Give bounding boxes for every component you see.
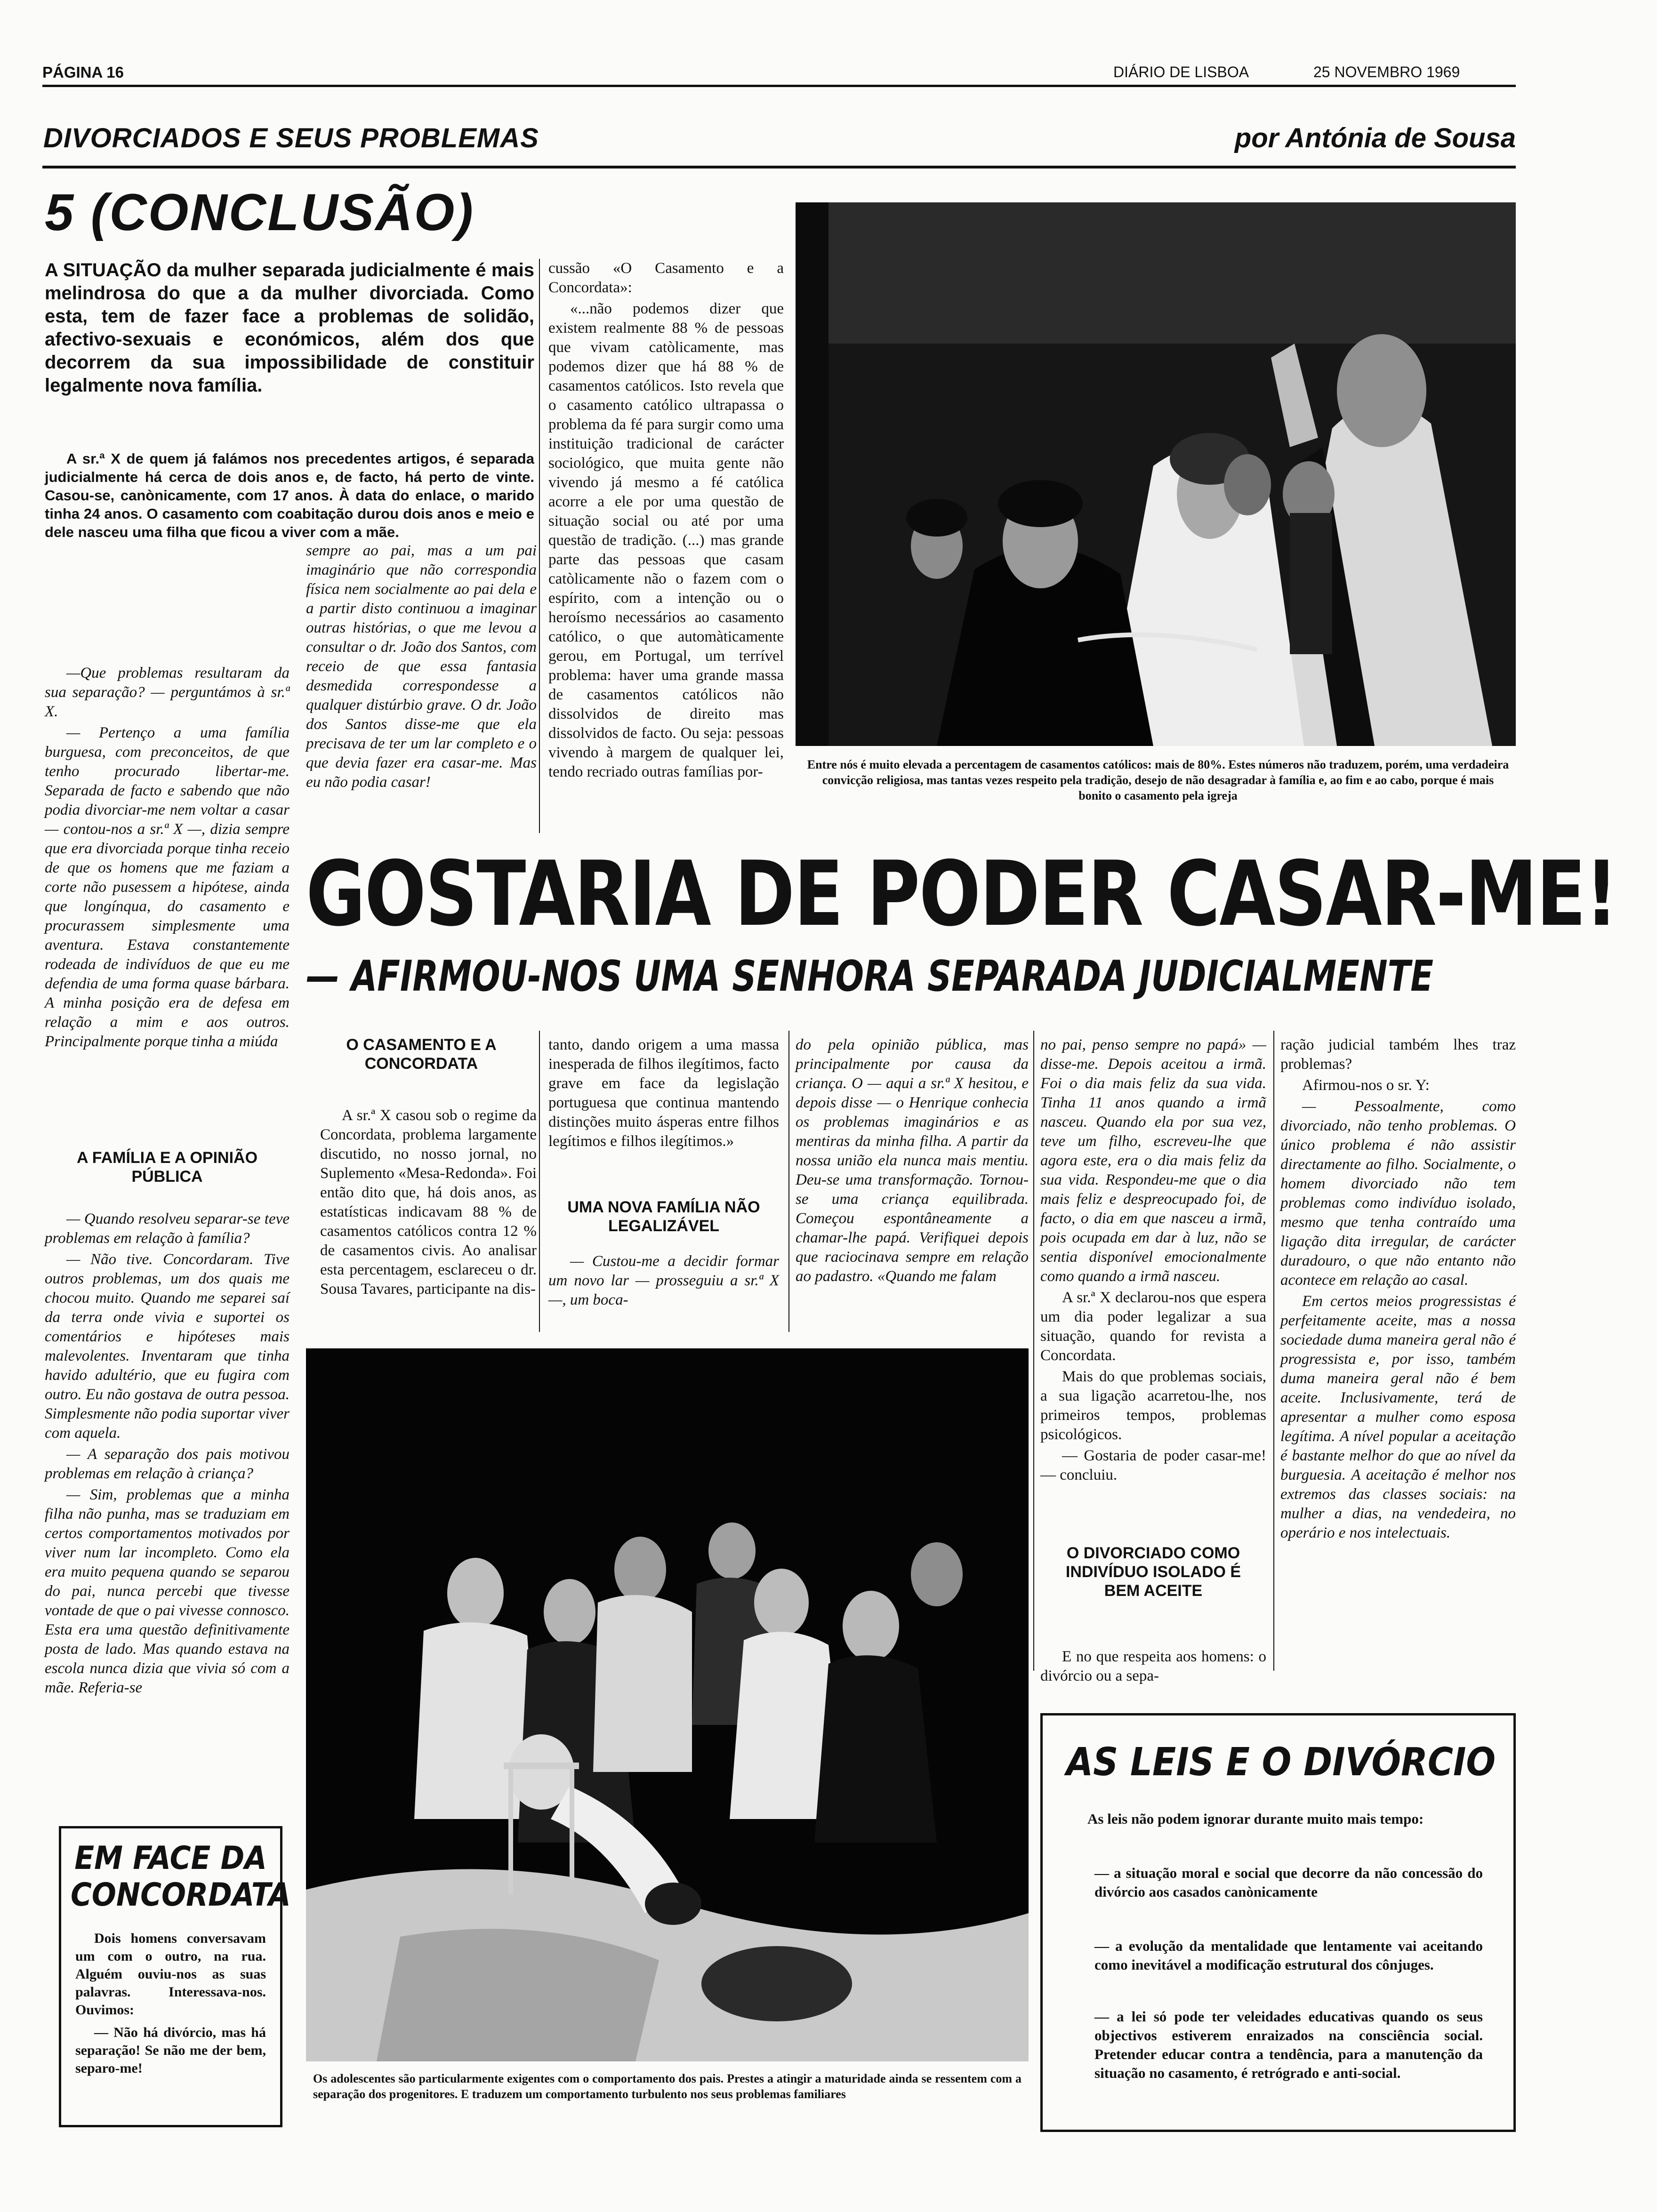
adolescents-photo: [306, 1348, 1029, 2061]
paragraph: Mais do que problemas sociais, a sua ligação acarretou-lhe, nos primeiros tempos, problemas psicológicos.: [1040, 1368, 1266, 1443]
paragraph: no pai, penso sempre no papá» — disse-me. Depois aceitou a irmã. Foi o dia mais feliz da sua vida. Tinha 11 anos quando a irmã nasceu. Quando ela por sua vez, teve um filho, escreveu-lhe que agora este, era o dia mais feliz da sua vida. Respondeu-me que o dia mais feliz e despreocupado foi, de facto, o dia em que nasceu a irmã, pois ocupada em dar à luz, não se sentia disponível emocionalmente como quando a irmã nasceu.: [1040, 1036, 1266, 1285]
lead-paragraph-text: A sr.ª X de quem já falámos nos precedentes artigos, é separada judicialmente há cerca de dois anos e, de facto, há perto de vinte. Casou-se, canònicamente, com 17 anos. À data do enlace, o marido tinha 24 anos. O casamento com coabitação durou dois anos e meio e dele nasceu uma filha que ficou a viver com a mãe.: [45, 450, 534, 540]
column-2-lower: [320, 1106, 537, 1301]
box-leis: [1040, 1713, 1516, 2132]
column-5-b: [1040, 1647, 1266, 1688]
wedding-photo-graphic: [796, 202, 1516, 746]
paragraph: — Não tive. Concordaram. Tive outros problemas, um dos quais me chocou muito. Quando me separei saí da terra onde vivia e suportei os comentários e hipóteses mais malevolentes. Inventaram que tinha havido adultério, que eu fugira com outro. Eu não gostava de outra pessoa. Simplesmente não podia suportar viver com aquela.: [45, 1251, 290, 1442]
paragraph: sempre ao pai, mas a um pai imaginário que não correspondia física nem socialmente ao pai dela e a partir disto continuou a imaginar outras histórias, o que me levou a consultar o dr. João dos Santos, com receio de que essa fantasia desmedida correspondesse a qualquer distúrbio grave. O dr. João dos Santos disse-me que ela precisava de ter um lar completo e o que devia fazer era casar-me. Mas eu não podia casar!: [306, 542, 537, 791]
box-leis-item: — a evolução da mentalidade que lentamente vai aceitando como inevitável a modificação estrutural dos cônjuges.: [1094, 1938, 1483, 1973]
headline: GOSTARIA DE PODER CASAR-ME!: [306, 842, 1617, 946]
paragraph: — Gostaria de poder casar-me! — concluiu.: [1040, 1447, 1266, 1483]
column-1-upper: [45, 664, 290, 1053]
paragraph: A sr.ª X casou sob o regime da Concordata, problema largamente discutido, no nosso jornal, no Suplemento «Mesa-Redonda». Foi então dito que, há dois anos, as estatísticas indicavam 88 % de casamentos católicos contra 12 % de casamentos civis. Ao analisar esta percentagem, esclareceu o dr. Sousa Tavares, participante na dis-: [320, 1107, 537, 1298]
column-3-lower: [548, 1035, 779, 1153]
box-concordata-title: EM FACE DA CONCORDATA: [71, 1840, 291, 1914]
box-leis-item: — a lei só pode ter veleidades educativas quando os seus objectivos estiverem enraizados na consciência social. Pretender educar contra a tendência, para a manutenção da situação no casamento, é retrógrado e anti-social.: [1094, 2008, 1483, 2081]
column-3-upper: [548, 259, 784, 784]
issue-date: 25 NOVEMBRO 1969: [1313, 64, 1460, 80]
column-2-upper: [306, 541, 537, 794]
newspaper-name: DIÁRIO DE LISBOA: [1113, 64, 1249, 80]
paragraph: —Que problemas resultaram da sua separação? — perguntámos à sr.ª X.: [45, 665, 290, 720]
paragraph: Em certos meios progressistas é perfeitamente aceite, mas a nossa sociedade duma maneira geral não é progressista e, por isso, também duma maneira geral não é bem aceite. Inclusivamente, terá de apresentar a mulher como esposa legítima. A nível popular a aceitação é bastante melhor do que ao nível da burguesia. A aceitação é melhor nos extremos das classes sociais: na mulher a dias, na vendedeira, no operário e nos intelectuais.: [1280, 1293, 1516, 1541]
paragraph: E no que respeita aos homens: o divórcio ou a sepa-: [1040, 1648, 1266, 1684]
paragraph: Afirmou-nos o sr. Y:: [1302, 1077, 1430, 1094]
column-5: [1040, 1035, 1266, 1487]
paragraph: — Quando resolveu separar-se teve problemas em relação à família?: [45, 1210, 290, 1247]
subhead-divorciado: O DIVORCIADO COMO INDIVÍDUO ISOLADO É BEM ACEITE: [1065, 1544, 1241, 1600]
box-concordata: [59, 1826, 291, 2127]
column-4: [796, 1035, 1029, 1288]
column-divider: [539, 1031, 540, 1332]
paragraph: A sr.ª X declarou-nos que espera um dia poder legalizar a sua situação, quando for revista a Concordata.: [1040, 1289, 1266, 1364]
column-divider: [539, 259, 540, 833]
wedding-photo-caption: Entre nós é muito elevada a percentagem de casamentos católicos: mais de 80%. Estes números não traduzem, porém, uma verdadeira convicção religiosa, mas tantas vezes respeito pela tradição, desejo de não desagradar à família e, ao fim e ao cabo, porque é mais bonito o casamento pela igreja: [807, 758, 1509, 802]
paragraph: — Sim, problemas que a minha filha não punha, mas se traduziam em certos comportamentos motivados por viver num lar incompleto. Como ela era muito pequena quando se separou do pai, nunca percebi que tivesse vontade de que o pai vivesse connosco. Esta era uma questão definitivamente posta de lado. Mas quando estava na escola nunca dizia que vivia só com a mãe. Referia-se: [45, 1486, 290, 1696]
subhead-concordata: O CASAMENTO E A CONCORDATA: [346, 1036, 497, 1073]
section-rule: [42, 166, 1516, 168]
masthead-rule: [42, 85, 1516, 87]
paragraph: tanto, dando origem a uma massa inesperada de filhos ilegítimos, facto grave em face da legislação portuguesa que continua mantendo distinções muito ásperas entre filhos legítimos e filhos ilegítimos.»: [548, 1036, 779, 1150]
subhead-nova-familia: UMA NOVA FAMÍLIA NÃO LEGALIZÁVEL: [567, 1198, 760, 1235]
paragraph: — Pertenço a uma família burguesa, com preconceitos, de que tenho procurado libertar-me. Separada de facto e sabendo que não podia divorciar-me nem voltar a casar — contou-nos a sr.ª X —, dizia sempre que era divorciada porque tinha receio de que os homens que me faziam a corte não pusessem a hipótese, ainda que longínqua, do casamento e procurassem simplesmente uma aventura. Estava constantemente rodeada de indivíduos de que eu me defendia de uma forma quase bárbara. A minha posição era de defesa em relação a mim e aos outros. Principalmente porque tinha a miúda: [45, 724, 290, 1050]
subheadline: — AFIRMOU-NOS UMA SENHORA SEPARADA JUDICIALMENTE: [306, 952, 1433, 1001]
column-divider: [788, 1031, 789, 1332]
adolescents-photo-graphic: [306, 1348, 1029, 2061]
paragraph: «...não podemos dizer que existem realmente 88 % de pessoas que vivam catòlicamente, mas podemos dizer que há 88 % de casamentos católicos. Isto revela que o casamento católico ultrapassa o problema da fé para surgir como uma instituição tradicional de carácter sociológico, que muita gente não vivendo já mesmo a fé católica acorre a ele por uma questão de situação social ou até por uma questão de tradição. (...) mas grande parte das pessoas que casam catòlicamente não o fazem com o espírito, com a intenção ou o heroísmo necessários ao casamento católico, o que automàticamente gerou, em Portugal, um terrível problema: haver uma grande massa de casamentos católicos não dissolvidos de direito mas dissolvidos de facto. Ou seja: pessoas vivendo à margem de qualquer lei, tendo recriado outras famílias por-: [548, 300, 784, 780]
box-concordata-text: Dois homens conversavam um com o outro, na rua. Alguém ouviu-nos as suas palavras. Interessava-nos. Ouvimos:: [75, 1931, 266, 2018]
page-label: PÁGINA 16: [42, 64, 124, 81]
byline: por Antónia de Sousa: [1234, 123, 1516, 153]
section-title: DIVORCIADOS E SEUS PROBLEMAS: [43, 123, 539, 153]
wedding-photo: [796, 202, 1516, 746]
part-title: 5 (CONCLUSÃO): [45, 184, 475, 241]
paragraph: — A separação dos pais motivou problemas em relação à criança?: [45, 1446, 290, 1482]
paragraph: do pela opinião pública, mas principalmente por causa da criança. O — aqui a sr.ª X hesitou, e depois disse — o Henrique conhecia os problemas imaginários e as mentiras da minha filha. A partir da nossa união ela nunca mais mentiu. Deu-se uma transformação. Tornou-se uma criança equilibrada. Começou espontâneamente a chamar-lhe papá. Verifiquei depois que raciocinava sempre em relação ao padastro. «Quando me falam: [796, 1036, 1029, 1285]
column-1-lower: [45, 1210, 290, 1699]
box-leis-intro: As leis não podem ignorar durante muito mais tempo:: [1087, 1811, 1424, 1827]
box-leis-item: — a situação moral e social que decorre da não concessão do divórcio aos casados canònicamente: [1094, 1865, 1483, 1900]
column-3-lower-b: [548, 1252, 779, 1312]
box-leis-title: AS LEIS E O DIVÓRCIO: [1066, 1740, 1496, 1785]
paragraph: cussão «O Casamento e a Concordata»:: [548, 260, 784, 296]
column-divider: [1273, 1031, 1274, 1671]
paragraph: ração judicial também lhes traz problemas?: [1280, 1036, 1516, 1073]
subhead-familia: A FAMÍLIA E A OPINIÃO PÚBLICA: [76, 1149, 258, 1186]
paragraph: — Custou-me a decidir formar um novo lar — prosseguiu a sr.ª X —, um boca-: [548, 1253, 779, 1308]
paragraph: — Pessoalmente, como divorciado, não tenho problemas. O único problema é não assistir directamente ao filho. Socialmente, o homem divorciado não tem problemas como indivíduo isolado, mesmo que tenha contraído uma ligação dita irregular, de carácter duradouro, o que não entanto não acontece em relação ao casal.: [1280, 1098, 1516, 1289]
adolescents-photo-caption: Os adolescentes são particularmente exigentes com o comportamento dos pais. Prestes a atingir a maturidade ainda se ressentem com a separação dos progenitores. E traduzem um comportamento turbulento nos seus problemas familiares: [313, 2072, 1022, 2101]
column-divider: [1033, 1031, 1034, 1671]
box-concordata-quote: — Não há divórcio, mas há separação! Se não me der bem, separo-me!: [75, 2025, 266, 2076]
lead-paragraph: [45, 449, 534, 541]
article-intro: A SITUAÇÃO da mulher separada judicialmente é mais melindrosa do que a da mulher divorciada. Como esta, tem de fazer face a problemas de solidão, afectivo-sexuais e económicos, além dos que decorrem da sua impossibilidade de constituir legalmente nova família.: [45, 260, 534, 396]
column-6: [1280, 1035, 1516, 1545]
